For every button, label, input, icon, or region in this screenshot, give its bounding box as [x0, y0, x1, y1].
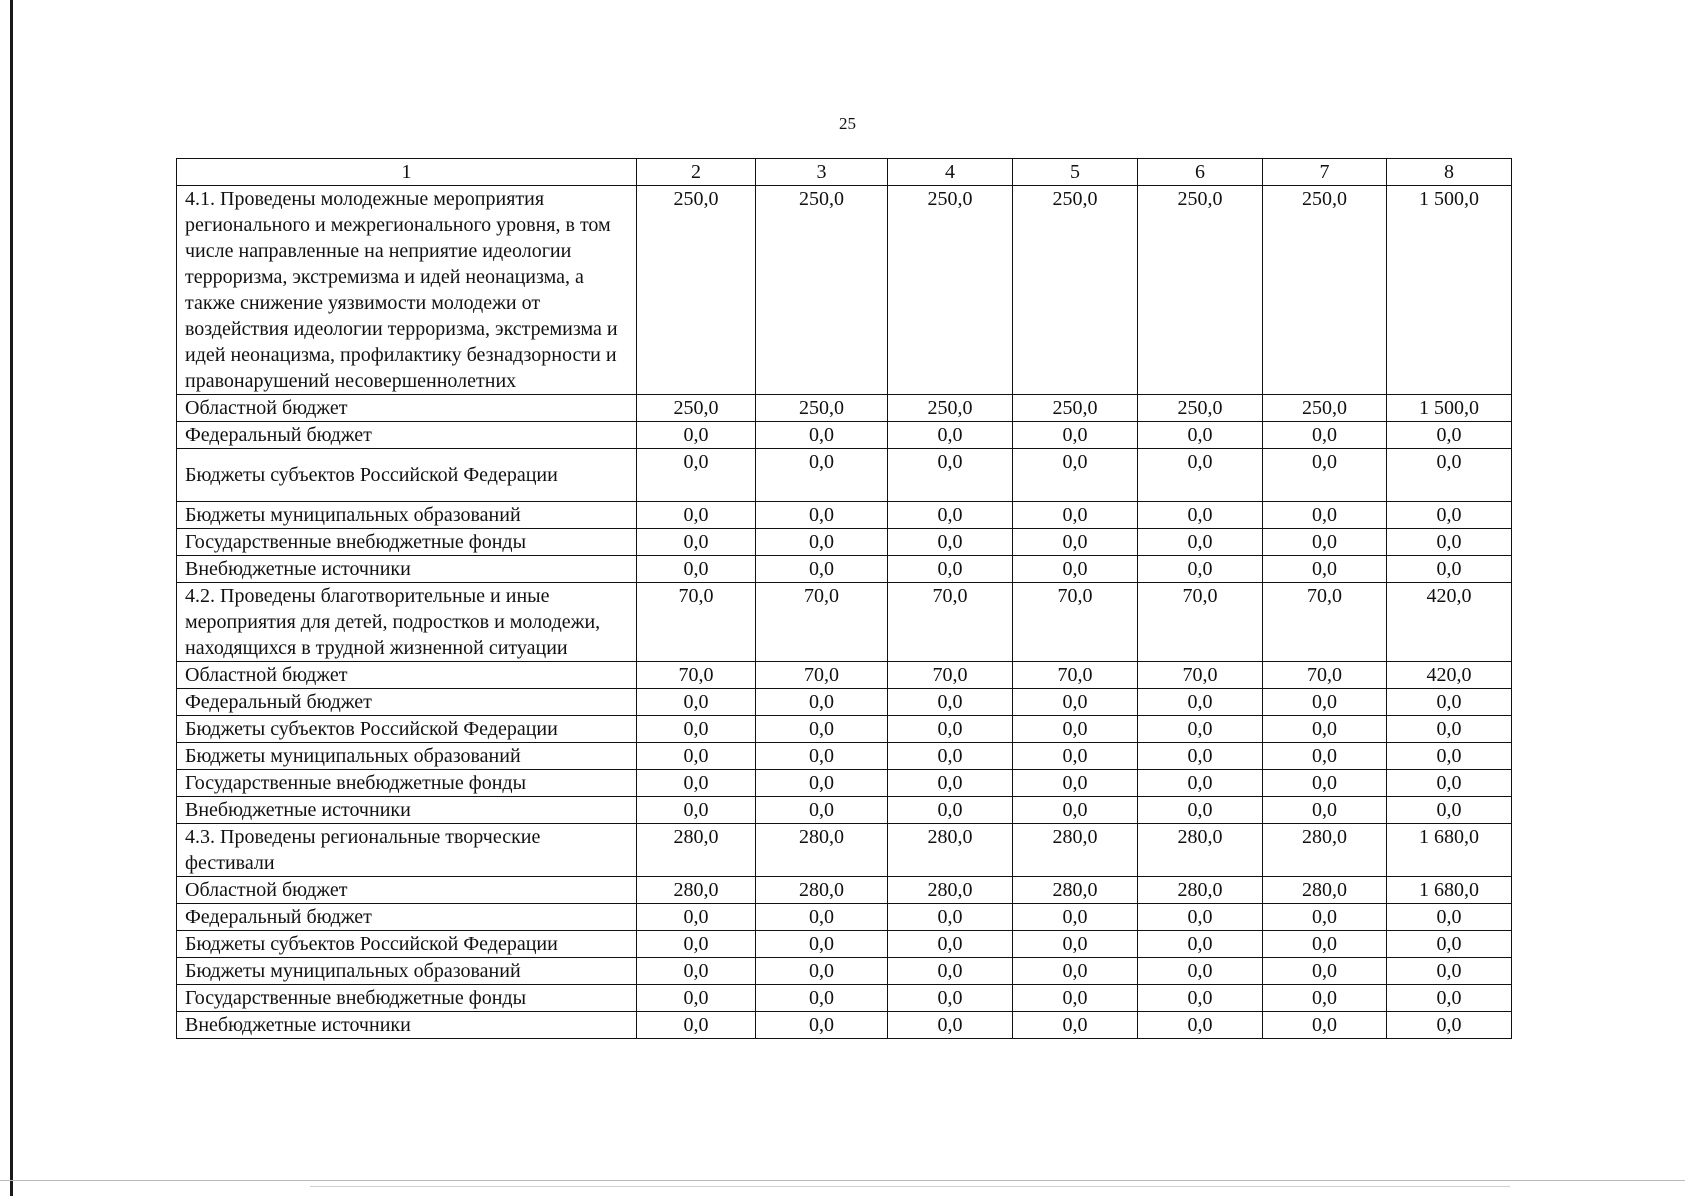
row-label: Бюджеты муниципальных образований [177, 743, 637, 770]
table-row [177, 662, 1512, 689]
value-cell: 0,0 [756, 904, 888, 931]
value-cell: 0,0 [1387, 502, 1512, 529]
header-cell: 1 [177, 159, 637, 186]
value-cell: 250,0 [637, 395, 756, 422]
value-cell: 0,0 [756, 449, 888, 502]
table-row [177, 958, 1512, 985]
value-cell: 70,0 [888, 583, 1013, 662]
value-cell: 0,0 [1263, 556, 1387, 583]
value-cell: 70,0 [888, 662, 1013, 689]
row-label: Бюджеты субъектов Российской Федерации [177, 716, 637, 743]
value-cell: 0,0 [1263, 716, 1387, 743]
value-cell: 0,0 [1387, 716, 1512, 743]
value-cell: 0,0 [1013, 556, 1138, 583]
table-row [177, 797, 1512, 824]
value-cell: 70,0 [637, 662, 756, 689]
row-label: 4.2. Проведены благотворительные и иные мероприятия для детей, подростков и молодежи, находящихся в трудной жизненной ситуации [177, 583, 637, 662]
value-cell: 0,0 [637, 529, 756, 556]
value-cell: 0,0 [637, 502, 756, 529]
table-row [177, 1012, 1512, 1039]
row-label: Государственные внебюджетные фонды [177, 985, 637, 1012]
table-row [177, 904, 1512, 931]
table-row [177, 422, 1512, 449]
value-cell: 280,0 [1263, 877, 1387, 904]
row-label: Областной бюджет [177, 662, 637, 689]
value-cell: 250,0 [1263, 395, 1387, 422]
table-row [177, 583, 1512, 662]
value-cell: 0,0 [1138, 931, 1263, 958]
value-cell: 250,0 [756, 395, 888, 422]
table-row [177, 689, 1512, 716]
value-cell: 0,0 [1387, 797, 1512, 824]
value-cell: 0,0 [1138, 1012, 1263, 1039]
value-cell: 0,0 [756, 556, 888, 583]
value-cell: 0,0 [888, 1012, 1013, 1039]
value-cell: 250,0 [756, 186, 888, 395]
value-cell: 0,0 [888, 770, 1013, 797]
value-cell: 0,0 [888, 422, 1013, 449]
value-cell: 0,0 [888, 797, 1013, 824]
table-row [177, 716, 1512, 743]
table-row [177, 877, 1512, 904]
header-cell: 3 [756, 159, 888, 186]
page-number: 25 [839, 114, 856, 133]
row-label: Бюджеты муниципальных образований [177, 958, 637, 985]
value-cell: 0,0 [1263, 958, 1387, 985]
value-cell: 0,0 [888, 958, 1013, 985]
header-cell: 6 [1138, 159, 1263, 186]
value-cell: 0,0 [888, 985, 1013, 1012]
value-cell: 70,0 [1263, 662, 1387, 689]
value-cell: 280,0 [756, 877, 888, 904]
row-label: Внебюджетные источники [177, 1012, 637, 1039]
value-cell: 0,0 [1387, 556, 1512, 583]
value-cell: 250,0 [1138, 395, 1263, 422]
value-cell: 70,0 [756, 662, 888, 689]
value-cell: 0,0 [888, 743, 1013, 770]
value-cell: 0,0 [1263, 529, 1387, 556]
value-cell: 0,0 [888, 931, 1013, 958]
value-cell: 0,0 [1138, 716, 1263, 743]
value-cell: 0,0 [1387, 529, 1512, 556]
scan-edge-bottom [0, 1180, 1685, 1181]
value-cell: 0,0 [1013, 716, 1138, 743]
value-cell: 0,0 [1387, 770, 1512, 797]
value-cell: 0,0 [637, 904, 756, 931]
value-cell: 280,0 [637, 877, 756, 904]
table-row [177, 931, 1512, 958]
value-cell: 70,0 [756, 583, 888, 662]
value-cell: 0,0 [1013, 1012, 1138, 1039]
table-row [177, 743, 1512, 770]
value-cell: 280,0 [1263, 824, 1387, 877]
value-cell: 0,0 [756, 716, 888, 743]
row-label: Областной бюджет [177, 877, 637, 904]
value-cell: 70,0 [1013, 662, 1138, 689]
value-cell: 0,0 [1387, 904, 1512, 931]
value-cell: 0,0 [1263, 797, 1387, 824]
header-cell: 5 [1013, 159, 1138, 186]
table-row [177, 395, 1512, 422]
value-cell: 0,0 [756, 529, 888, 556]
value-cell: 250,0 [1013, 395, 1138, 422]
header-cell: 7 [1263, 159, 1387, 186]
value-cell: 0,0 [1138, 985, 1263, 1012]
value-cell: 250,0 [637, 186, 756, 395]
value-cell: 0,0 [756, 743, 888, 770]
table-row [177, 186, 1512, 395]
value-cell: 0,0 [888, 449, 1013, 502]
value-cell: 0,0 [637, 716, 756, 743]
value-cell: 280,0 [1138, 824, 1263, 877]
value-cell: 0,0 [1138, 904, 1263, 931]
value-cell: 280,0 [756, 824, 888, 877]
value-cell: 0,0 [1013, 529, 1138, 556]
value-cell: 0,0 [888, 716, 1013, 743]
value-cell: 0,0 [756, 985, 888, 1012]
value-cell: 0,0 [637, 770, 756, 797]
table-header-row [177, 159, 1512, 186]
value-cell: 0,0 [1013, 502, 1138, 529]
value-cell: 0,0 [756, 797, 888, 824]
value-cell: 0,0 [1387, 985, 1512, 1012]
scan-edge-bottom-secondary [310, 1186, 1510, 1187]
value-cell: 0,0 [888, 904, 1013, 931]
value-cell: 0,0 [1387, 743, 1512, 770]
value-cell: 0,0 [1138, 689, 1263, 716]
value-cell: 420,0 [1387, 583, 1512, 662]
value-cell: 0,0 [888, 529, 1013, 556]
value-cell: 0,0 [1387, 449, 1512, 502]
value-cell: 0,0 [1263, 931, 1387, 958]
value-cell: 0,0 [756, 689, 888, 716]
value-cell: 0,0 [1138, 556, 1263, 583]
row-label: Бюджеты субъектов Российской Федерации [177, 449, 637, 502]
value-cell: 0,0 [1138, 770, 1263, 797]
value-cell: 0,0 [1013, 958, 1138, 985]
value-cell: 0,0 [1138, 449, 1263, 502]
value-cell: 1 500,0 [1387, 395, 1512, 422]
value-cell: 70,0 [637, 583, 756, 662]
value-cell: 0,0 [1263, 1012, 1387, 1039]
value-cell: 0,0 [637, 422, 756, 449]
table-row [177, 449, 1512, 502]
header-cell: 4 [888, 159, 1013, 186]
value-cell: 0,0 [888, 502, 1013, 529]
value-cell: 0,0 [756, 958, 888, 985]
value-cell: 0,0 [1263, 904, 1387, 931]
value-cell: 0,0 [1013, 985, 1138, 1012]
row-label: Государственные внебюджетные фонды [177, 529, 637, 556]
value-cell: 0,0 [1387, 958, 1512, 985]
value-cell: 0,0 [1138, 797, 1263, 824]
value-cell: 250,0 [1138, 186, 1263, 395]
value-cell: 0,0 [1387, 422, 1512, 449]
value-cell: 0,0 [756, 502, 888, 529]
value-cell: 0,0 [637, 743, 756, 770]
value-cell: 0,0 [1013, 743, 1138, 770]
value-cell: 0,0 [637, 1012, 756, 1039]
value-cell: 280,0 [1138, 877, 1263, 904]
row-label: 4.1. Проведены молодежные мероприятия регионального и межрегионального уровня, в том числе направленные на неприятие идеологии терроризма, экстремизма и идей неонацизма, а также снижение уязвимости молодежи от воздействия идеологии терроризма, экстремизма и идей неонацизма, профилактику безнадзорности и правонарушений несовершеннолетних [177, 186, 637, 395]
value-cell: 0,0 [888, 689, 1013, 716]
header-cell: 8 [1387, 159, 1512, 186]
value-cell: 0,0 [1387, 689, 1512, 716]
value-cell: 0,0 [637, 689, 756, 716]
value-cell: 280,0 [637, 824, 756, 877]
value-cell: 1 500,0 [1387, 186, 1512, 395]
table-row [177, 502, 1512, 529]
value-cell: 420,0 [1387, 662, 1512, 689]
row-label: Государственные внебюджетные фонды [177, 770, 637, 797]
header-cell: 2 [637, 159, 756, 186]
value-cell: 280,0 [1013, 824, 1138, 877]
value-cell: 0,0 [756, 422, 888, 449]
row-label: Бюджеты субъектов Российской Федерации [177, 931, 637, 958]
table-row [177, 770, 1512, 797]
value-cell: 0,0 [1263, 422, 1387, 449]
value-cell: 0,0 [1263, 449, 1387, 502]
value-cell: 0,0 [756, 1012, 888, 1039]
value-cell: 0,0 [756, 931, 888, 958]
value-cell: 0,0 [637, 556, 756, 583]
value-cell: 70,0 [1138, 662, 1263, 689]
value-cell: 70,0 [1013, 583, 1138, 662]
value-cell: 0,0 [1263, 689, 1387, 716]
value-cell: 250,0 [1013, 186, 1138, 395]
value-cell: 0,0 [1263, 502, 1387, 529]
table-row [177, 529, 1512, 556]
value-cell: 0,0 [1263, 743, 1387, 770]
table-row [177, 985, 1512, 1012]
row-label: Бюджеты муниципальных образований [177, 502, 637, 529]
value-cell: 0,0 [1387, 1012, 1512, 1039]
row-label: Федеральный бюджет [177, 904, 637, 931]
value-cell: 1 680,0 [1387, 877, 1512, 904]
value-cell: 0,0 [1013, 770, 1138, 797]
value-cell: 0,0 [1013, 449, 1138, 502]
scan-edge-left [10, 0, 13, 1196]
value-cell: 1 680,0 [1387, 824, 1512, 877]
value-cell: 250,0 [888, 395, 1013, 422]
value-cell: 0,0 [1013, 797, 1138, 824]
row-label: 4.3. Проведены региональные творческие фестивали [177, 824, 637, 877]
value-cell: 70,0 [1263, 583, 1387, 662]
row-label: Областной бюджет [177, 395, 637, 422]
value-cell: 0,0 [1138, 502, 1263, 529]
table-row [177, 556, 1512, 583]
value-cell: 0,0 [1138, 958, 1263, 985]
value-cell: 0,0 [1013, 422, 1138, 449]
value-cell: 0,0 [1013, 931, 1138, 958]
value-cell: 0,0 [1013, 904, 1138, 931]
value-cell: 70,0 [1138, 583, 1263, 662]
value-cell: 0,0 [1138, 743, 1263, 770]
value-cell: 0,0 [1013, 689, 1138, 716]
budget-table [176, 158, 1512, 1039]
value-cell: 250,0 [888, 186, 1013, 395]
value-cell: 0,0 [756, 770, 888, 797]
value-cell: 0,0 [1138, 422, 1263, 449]
table-row [177, 824, 1512, 877]
value-cell: 280,0 [1013, 877, 1138, 904]
row-label: Федеральный бюджет [177, 689, 637, 716]
value-cell: 0,0 [1387, 931, 1512, 958]
value-cell: 0,0 [637, 797, 756, 824]
value-cell: 0,0 [888, 556, 1013, 583]
value-cell: 250,0 [1263, 186, 1387, 395]
value-cell: 0,0 [1263, 985, 1387, 1012]
value-cell: 280,0 [888, 877, 1013, 904]
value-cell: 0,0 [637, 449, 756, 502]
value-cell: 0,0 [637, 958, 756, 985]
value-cell: 0,0 [1138, 529, 1263, 556]
value-cell: 0,0 [1263, 770, 1387, 797]
value-cell: 280,0 [888, 824, 1013, 877]
row-label: Внебюджетные источники [177, 797, 637, 824]
value-cell: 0,0 [637, 931, 756, 958]
value-cell: 0,0 [637, 985, 756, 1012]
row-label: Федеральный бюджет [177, 422, 637, 449]
row-label: Внебюджетные источники [177, 556, 637, 583]
